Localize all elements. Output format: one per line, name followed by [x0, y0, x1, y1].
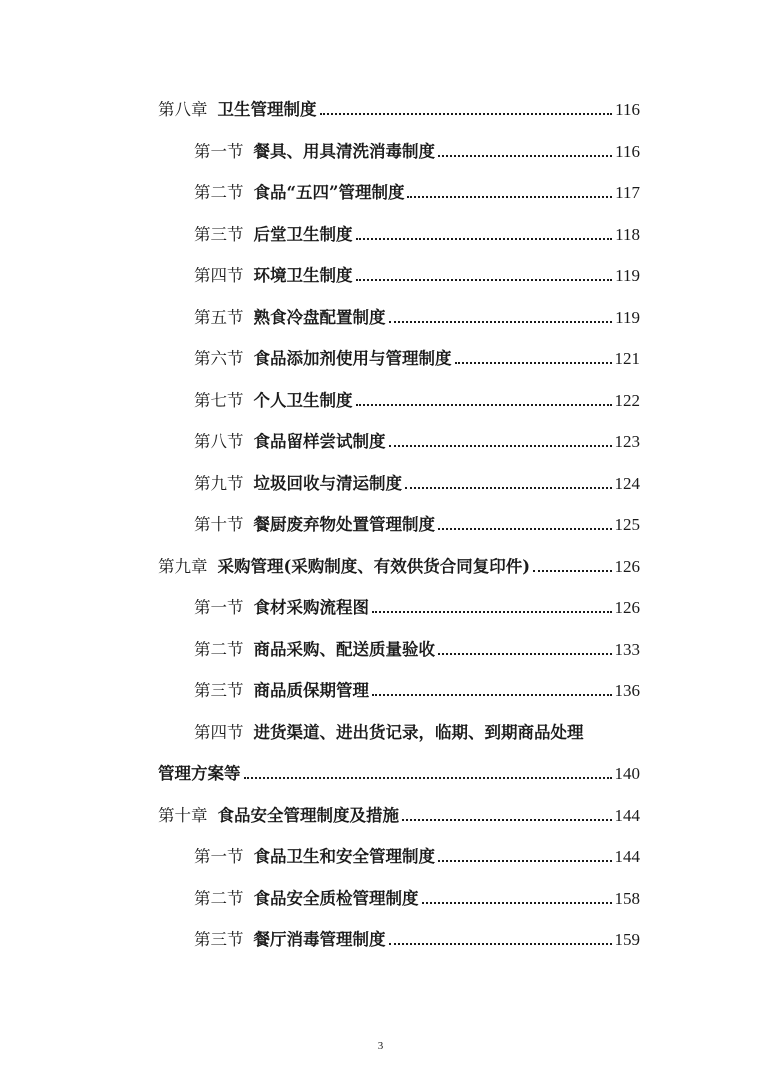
toc-page: 125	[614, 515, 640, 534]
dot-leader	[438, 859, 612, 862]
toc-entry[interactable]	[194, 385, 640, 411]
toc-entry[interactable]	[194, 841, 640, 867]
toc-entry[interactable]	[194, 426, 640, 452]
toc-page: 158	[614, 889, 640, 908]
toc-label: 第四节	[194, 266, 244, 285]
toc-label: 第八章	[158, 100, 208, 119]
dot-leader	[402, 818, 612, 821]
dot-leader	[320, 112, 613, 115]
toc-entry[interactable]	[158, 758, 640, 784]
toc-label: 第九章	[158, 557, 208, 576]
toc-page: 117	[615, 183, 640, 202]
toc-title: 环境卫生制度	[253, 266, 353, 285]
toc-page: 144	[614, 847, 640, 866]
dot-leader	[372, 693, 612, 696]
toc-entry[interactable]	[194, 924, 640, 950]
dot-leader	[455, 361, 612, 364]
toc-entry[interactable]	[194, 136, 640, 162]
dot-leader	[372, 610, 612, 613]
dot-leader	[405, 486, 612, 489]
toc-label: 第六节	[194, 349, 244, 368]
toc-page: 121	[614, 349, 640, 368]
toc-title: 垃圾回收与清运制度	[253, 474, 402, 493]
toc-label: 第九节	[194, 474, 244, 493]
toc-title: 商品采购、配送质量验收	[253, 640, 435, 659]
toc-title: 食材采购流程图	[253, 598, 369, 617]
dot-leader	[407, 195, 612, 198]
toc-label: 第三节	[194, 225, 244, 244]
toc-title: 食品安全管理制度及措施	[217, 806, 399, 825]
toc-title: 熟食冷盘配置制度	[253, 308, 386, 327]
toc-page: 144	[614, 806, 640, 825]
dot-leader	[422, 901, 612, 904]
toc-page: 140	[614, 764, 640, 783]
toc-label: 第一节	[194, 598, 244, 617]
toc-label: 第三节	[194, 681, 244, 700]
toc-entry[interactable]	[194, 717, 640, 743]
toc-label: 第十章	[158, 806, 208, 825]
toc-label: 第一节	[194, 142, 244, 161]
toc-label: 第二节	[194, 183, 244, 202]
dot-leader	[389, 942, 612, 945]
toc-title: 餐厅消毒管理制度	[253, 930, 386, 949]
toc-label: 第二节	[194, 889, 244, 908]
toc-label: 第七节	[194, 391, 244, 410]
toc-label: 第五节	[194, 308, 244, 327]
toc-entry[interactable]	[194, 675, 640, 701]
toc-page: 126	[614, 598, 640, 617]
toc-title: 商品质保期管理	[253, 681, 369, 700]
dot-leader	[356, 278, 613, 281]
toc-page: 126	[614, 557, 640, 576]
toc-page: 116	[615, 100, 640, 119]
toc-page: 159	[614, 930, 640, 949]
dot-leader	[389, 320, 613, 323]
dot-leader	[356, 237, 613, 240]
toc-title: 食品留样尝试制度	[253, 432, 386, 451]
dot-leader	[533, 569, 611, 572]
toc-entry[interactable]	[194, 177, 640, 203]
toc-entry[interactable]	[194, 509, 640, 535]
dot-leader	[244, 776, 612, 779]
toc-title: 食品“五四”管理制度	[253, 183, 405, 202]
toc-entry[interactable]	[158, 800, 640, 826]
toc-page: 116	[615, 142, 640, 161]
toc-label: 第十节	[194, 515, 244, 534]
toc-page: 123	[614, 432, 640, 451]
dot-leader	[438, 154, 612, 157]
toc-label: 第二节	[194, 640, 244, 659]
toc-title: 管理方案等	[158, 764, 241, 783]
toc-page: 124	[614, 474, 640, 493]
toc-entry[interactable]	[194, 302, 640, 328]
toc-title: 采购管理(采购制度、有效供货合同复印件)	[217, 557, 531, 576]
toc-page: 136	[614, 681, 640, 700]
toc-page: 118	[615, 225, 640, 244]
toc-entry[interactable]	[158, 551, 640, 577]
toc-title: 食品卫生和安全管理制度	[253, 847, 435, 866]
toc-label: 第三节	[194, 930, 244, 949]
dot-leader	[438, 652, 612, 655]
dot-leader	[389, 444, 612, 447]
toc-entry[interactable]	[194, 468, 640, 494]
toc-entry[interactable]	[194, 592, 640, 618]
toc-title: 个人卫生制度	[253, 391, 353, 410]
toc-entry[interactable]	[158, 94, 640, 120]
toc-label: 第四节	[194, 723, 244, 742]
toc-title: 进货渠道、进出货记录，临期、到期商品处理	[253, 723, 584, 742]
toc-title: 食品安全质检管理制度	[253, 889, 419, 908]
toc-page: 122	[614, 391, 640, 410]
toc-label: 第一节	[194, 847, 244, 866]
page-number: 3	[377, 1040, 384, 1052]
toc-title: 卫生管理制度	[217, 100, 317, 119]
toc-title: 食品添加剂使用与管理制度	[253, 349, 452, 368]
toc-title: 餐具、用具清洗消毒制度	[253, 142, 435, 161]
dot-leader	[438, 527, 612, 530]
toc-title: 餐厨废弃物处置管理制度	[253, 515, 435, 534]
dot-leader	[356, 403, 612, 406]
toc-title: 后堂卫生制度	[253, 225, 353, 244]
toc-entry[interactable]	[194, 883, 640, 909]
toc-entry[interactable]	[194, 260, 640, 286]
toc-entry[interactable]	[194, 634, 640, 660]
toc-page: 133	[614, 640, 640, 659]
toc-page: 119	[615, 266, 640, 285]
toc-page: 119	[615, 308, 640, 327]
toc-entry[interactable]	[194, 343, 640, 369]
toc-entry[interactable]	[194, 219, 640, 245]
toc-label: 第八节	[194, 432, 244, 451]
